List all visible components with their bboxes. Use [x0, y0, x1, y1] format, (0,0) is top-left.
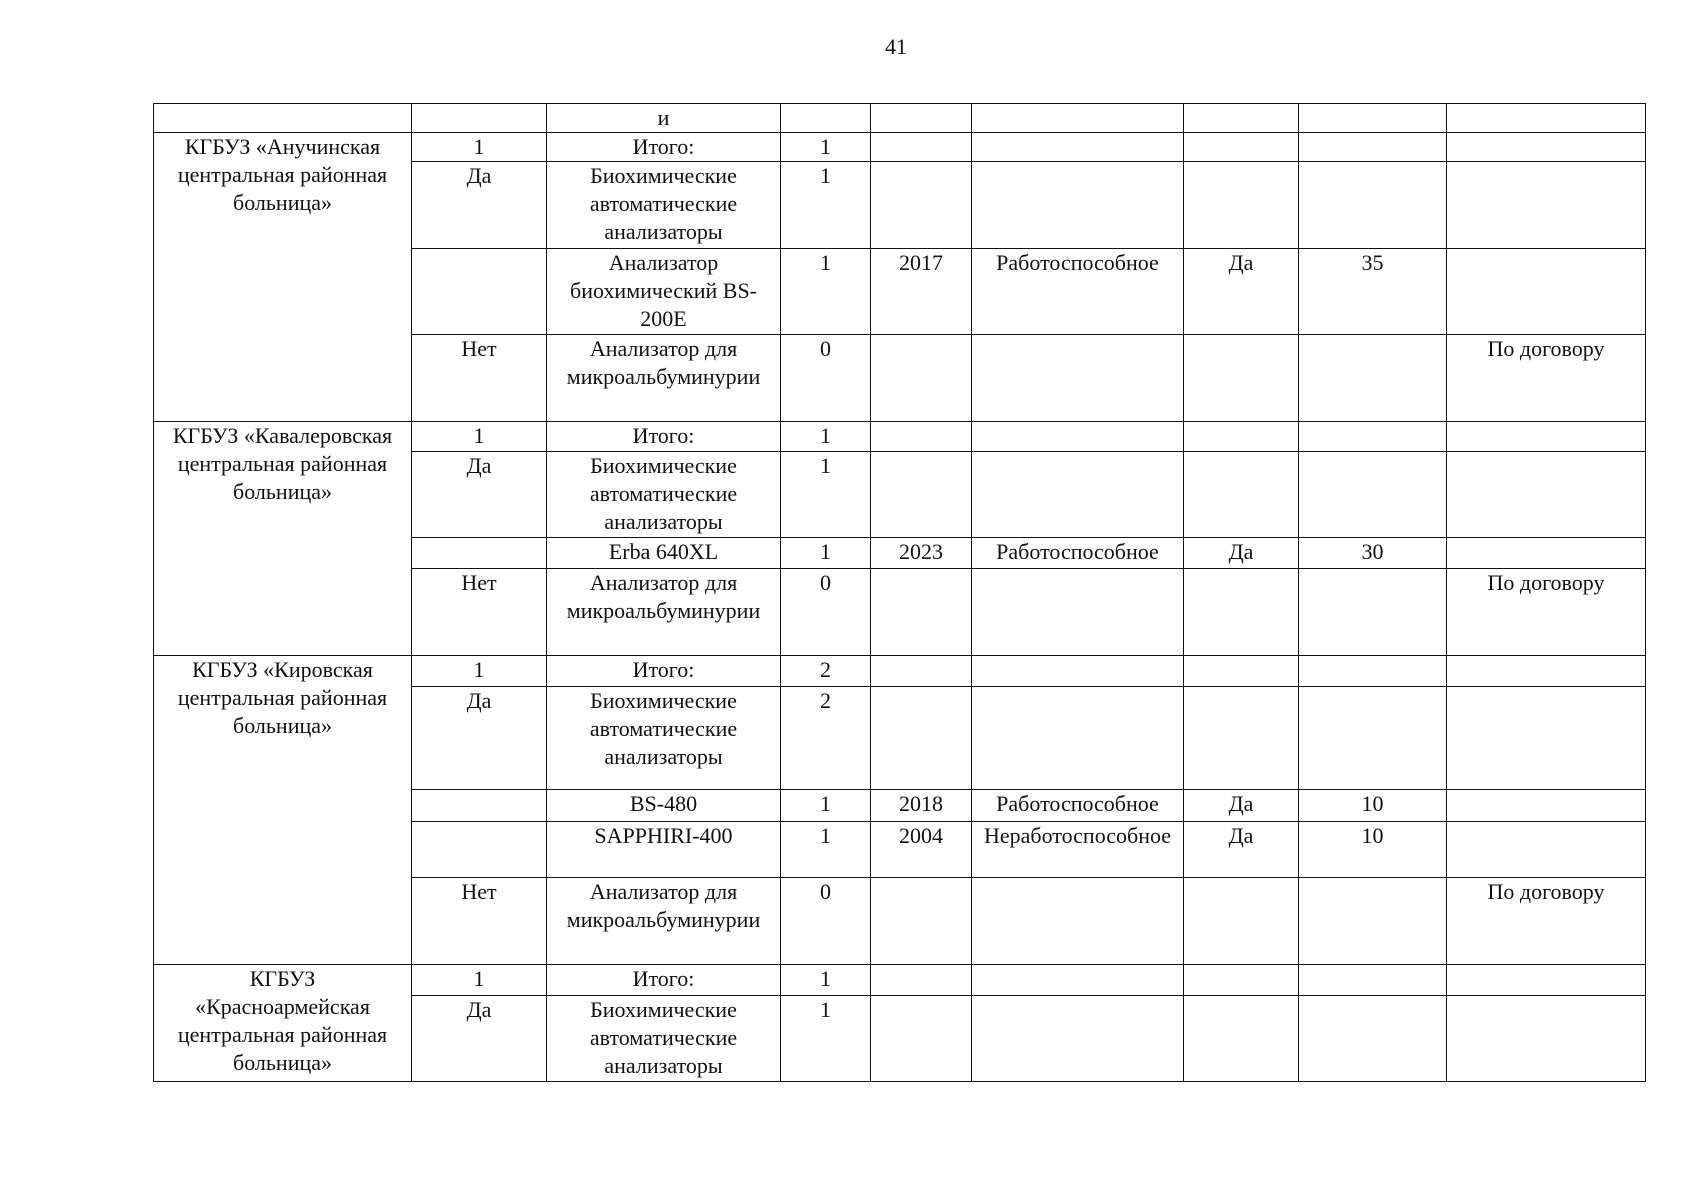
cell-flag: Да: [1184, 790, 1299, 822]
cell-qty: 1: [781, 452, 871, 538]
cell-percent: [1299, 878, 1447, 965]
cell-mark: [412, 249, 547, 335]
cell-year: [871, 569, 972, 656]
cell-year: [871, 452, 972, 538]
cell-note: [1447, 656, 1646, 687]
table-row: [154, 104, 1646, 133]
cell-org: КГБУЗ «Кировская центральная районная больница»: [154, 656, 412, 965]
cell-note: [1447, 790, 1646, 822]
cell-org: [154, 104, 412, 133]
cell-qty: 1: [781, 249, 871, 335]
cell-year: [871, 656, 972, 687]
cell-state: [972, 996, 1184, 1082]
equipment-table: [153, 103, 1646, 1082]
cell-note: [1447, 687, 1646, 790]
cell-percent: [1299, 133, 1447, 162]
cell-qty: 1: [781, 133, 871, 162]
cell-equipment: Erba 640XL: [547, 538, 781, 569]
cell-note: [1447, 996, 1646, 1082]
cell-mark: [412, 104, 547, 133]
cell-flag: [1184, 965, 1299, 996]
cell-flag: [1184, 104, 1299, 133]
cell-mark: Да: [412, 687, 547, 790]
cell-qty: [781, 104, 871, 133]
cell-qty: 2: [781, 687, 871, 790]
cell-qty: 1: [781, 822, 871, 878]
cell-note: [1447, 822, 1646, 878]
cell-qty: 0: [781, 335, 871, 422]
cell-flag: [1184, 878, 1299, 965]
cell-org: КГБУЗ «Красноармейская центральная районная больница»: [154, 965, 412, 1082]
cell-percent: [1299, 104, 1447, 133]
cell-mark: Нет: [412, 878, 547, 965]
cell-note: [1447, 422, 1646, 452]
page-number: 41: [885, 34, 907, 59]
cell-year: [871, 687, 972, 790]
cell-year: 2018: [871, 790, 972, 822]
cell-equipment: Итого:: [547, 422, 781, 452]
cell-equipment: SAPPHIRI-400: [547, 822, 781, 878]
cell-flag: [1184, 687, 1299, 790]
cell-flag: [1184, 996, 1299, 1082]
cell-flag: Да: [1184, 538, 1299, 569]
cell-org: КГБУЗ «Анучинская центральная районная больница»: [154, 133, 412, 422]
cell-mark: Да: [412, 162, 547, 249]
cell-note: [1447, 133, 1646, 162]
cell-mark: 1: [412, 656, 547, 687]
cell-note: По договору: [1447, 335, 1646, 422]
cell-mark: Нет: [412, 569, 547, 656]
cell-flag: [1184, 656, 1299, 687]
cell-state: [972, 569, 1184, 656]
cell-equipment: Биохимические автоматические анализаторы: [547, 996, 781, 1082]
cell-state: [972, 452, 1184, 538]
cell-state: [972, 335, 1184, 422]
cell-equipment: Биохимические автоматические анализаторы: [547, 687, 781, 790]
cell-qty: 1: [781, 996, 871, 1082]
cell-note: По договору: [1447, 878, 1646, 965]
cell-equipment: Биохимические автоматические анализаторы: [547, 452, 781, 538]
cell-mark: Нет: [412, 335, 547, 422]
cell-percent: 10: [1299, 790, 1447, 822]
cell-percent: [1299, 656, 1447, 687]
cell-equipment: Биохимические автоматические анализаторы: [547, 162, 781, 249]
cell-percent: 10: [1299, 822, 1447, 878]
cell-percent: [1299, 452, 1447, 538]
cell-equipment: и: [547, 104, 781, 133]
cell-mark: 1: [412, 422, 547, 452]
cell-mark: Да: [412, 452, 547, 538]
cell-state: [972, 133, 1184, 162]
cell-mark: [412, 822, 547, 878]
cell-state: [972, 878, 1184, 965]
cell-state: [972, 687, 1184, 790]
cell-percent: [1299, 335, 1447, 422]
cell-state: [972, 104, 1184, 133]
cell-equipment: Итого:: [547, 965, 781, 996]
cell-org: КГБУЗ «Кавалеровская центральная районная больница»: [154, 422, 412, 656]
cell-qty: 2: [781, 656, 871, 687]
cell-flag: Да: [1184, 822, 1299, 878]
cell-state: [972, 656, 1184, 687]
cell-mark: [412, 790, 547, 822]
cell-state: Работоспособное: [972, 249, 1184, 335]
cell-flag: [1184, 569, 1299, 656]
cell-state: Работоспособное: [972, 538, 1184, 569]
cell-flag: [1184, 133, 1299, 162]
cell-qty: 1: [781, 538, 871, 569]
cell-equipment: Анализатор для микроальбуминурии: [547, 335, 781, 422]
cell-year: 2017: [871, 249, 972, 335]
cell-year: [871, 996, 972, 1082]
cell-percent: [1299, 162, 1447, 249]
cell-flag: [1184, 452, 1299, 538]
cell-percent: [1299, 996, 1447, 1082]
cell-flag: [1184, 422, 1299, 452]
cell-year: 2023: [871, 538, 972, 569]
cell-note: [1447, 104, 1646, 133]
table-row: [154, 133, 1646, 162]
cell-note: [1447, 452, 1646, 538]
cell-state: Работоспособное: [972, 790, 1184, 822]
cell-note: [1447, 249, 1646, 335]
cell-state: Неработоспособное: [972, 822, 1184, 878]
cell-equipment: Итого:: [547, 656, 781, 687]
cell-equipment: Анализатор для микроальбуминурии: [547, 569, 781, 656]
cell-note: [1447, 538, 1646, 569]
cell-percent: [1299, 965, 1447, 996]
cell-mark: 1: [412, 965, 547, 996]
cell-qty: 0: [781, 569, 871, 656]
cell-year: [871, 965, 972, 996]
cell-flag: [1184, 162, 1299, 249]
cell-note: [1447, 162, 1646, 249]
cell-year: [871, 104, 972, 133]
cell-year: [871, 422, 972, 452]
cell-state: [972, 422, 1184, 452]
cell-year: [871, 162, 972, 249]
cell-mark: [412, 538, 547, 569]
cell-mark: 1: [412, 133, 547, 162]
cell-equipment: Анализатор биохимический BS-200E: [547, 249, 781, 335]
cell-flag: Да: [1184, 249, 1299, 335]
cell-equipment: Итого:: [547, 133, 781, 162]
cell-flag: [1184, 335, 1299, 422]
table-row: [154, 422, 1646, 452]
cell-year: 2004: [871, 822, 972, 878]
cell-qty: 1: [781, 422, 871, 452]
cell-note: [1447, 965, 1646, 996]
cell-percent: 35: [1299, 249, 1447, 335]
table-row: [154, 656, 1646, 687]
cell-qty: 1: [781, 965, 871, 996]
cell-state: [972, 965, 1184, 996]
cell-percent: [1299, 569, 1447, 656]
cell-state: [972, 162, 1184, 249]
cell-equipment: Анализатор для микроальбуминурии: [547, 878, 781, 965]
table-row: [154, 965, 1646, 996]
cell-percent: 30: [1299, 538, 1447, 569]
cell-qty: 1: [781, 162, 871, 249]
cell-year: [871, 133, 972, 162]
cell-qty: 1: [781, 790, 871, 822]
cell-equipment: BS-480: [547, 790, 781, 822]
cell-year: [871, 335, 972, 422]
cell-percent: [1299, 422, 1447, 452]
cell-percent: [1299, 687, 1447, 790]
cell-mark: Да: [412, 996, 547, 1082]
cell-year: [871, 878, 972, 965]
cell-qty: 0: [781, 878, 871, 965]
cell-note: По договору: [1447, 569, 1646, 656]
